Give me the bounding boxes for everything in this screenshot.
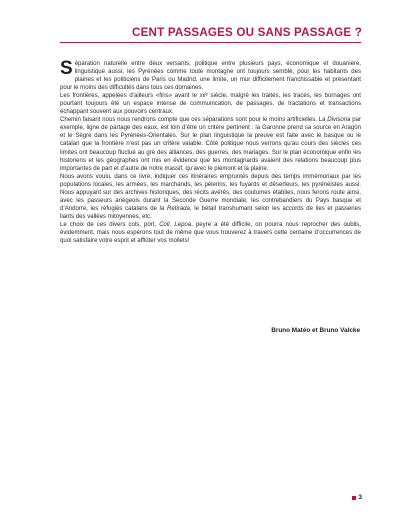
title-rule (60, 42, 361, 43)
page-folio (352, 494, 362, 501)
paragraph-1-text: éparation naturelle entre deux versants, politique entre plusieurs pays, économique et douanière, linguistique aussi, les Pyrénées comme toute montagne ont toujours semblé, pour les habitants des plaines et les politiciens de Paris ou Madrid, une limite, un mur difficilement franchissable et présentant pour le moins des difficultés dans tous ces domaines. (60, 61, 361, 92)
paragraph-4-text-a: Nous avons voulu, dans ce livre, indiquer ces itinéraires empruntés depuis des temps immémoriaux par les populations locales, les armées, les marchands, les pèlerins, les fuyards et déserteurs, les pyrénéistes aussi. Nous appuyant sur des archives historiques, des récits avérés, des coutumes établies, nous ferons route ainsi, avec les passeurs ariégeois durant la Seconde Guerre mondiale, les contrebandiers du Pays basque et d’Andorre, les réfugiés catalans de (60, 173, 361, 212)
page-number: 3 (358, 494, 362, 501)
term-divisoria: Divisoria (327, 117, 351, 124)
paragraph-2-text-b: siècle, malgré les traités, les tracés, les bornages ont pourtant toujours été un espace intense de communication, de passages, de tractations et transactions échappant souvent aux pouvoirs centraux. (60, 93, 361, 116)
term-retirada: la Retirada (159, 205, 190, 212)
drop-cap: S (60, 58, 73, 79)
paragraph-1 (60, 60, 361, 92)
paragraph-2-text-a: Les frontières, appelées d’ailleurs «fins» avant le (60, 93, 200, 100)
page-title: CENT PASSAGES OU SANS PASSAGE ? (132, 26, 362, 39)
paragraph-3-text-b: par exemple, ligne de partage des eaux, est loin d’être un critère pertinent : la Garonne prend sa source en Aragón et le Sègre dans les Pyrénées-Orientales. Sur le plan linguistique la preuve est faite avec le basque ou le catalan que la frontière n’est pas un critère valable. Côté politique nous verrons qu’au cours des siècles ces limites ont beaucoup fluctué au gré des alliances, des guerres, des mariages. Sur le plan économique enfin les historiens et les géographes ont mis en évidence que les montagnards avaient des relations beaucoup plus importantes de part et d’autre de notre massif, qu’avec le piémont et la plaine. (60, 117, 361, 172)
folio-square-icon (352, 496, 356, 500)
paragraph-3-text-a: Chemin faisant nous nous rendrons compte que ces séparations sont pour le moins artificielles. La (60, 117, 328, 124)
paragraph-5-text-a: Le choix de ces divers cols, port, (60, 221, 160, 228)
term-coll-lepoa: Coll, Lepoa (159, 221, 192, 228)
paragraph-4 (60, 173, 361, 221)
paragraph-4-text-b: , le bétail transhumant selon les accords de lies et passeries liants des vallées mitoyennes, etc. (60, 205, 361, 220)
author-signature: Bruno Matéo et Bruno Valcke (271, 327, 360, 334)
paragraph-5 (60, 221, 361, 245)
paragraph-3 (60, 116, 361, 172)
paragraph-2 (60, 92, 361, 116)
century-numeral: xiiᵉ (199, 93, 208, 100)
body-text (60, 60, 361, 245)
paragraph-5-text-b: , peyre a été difficile, on pourra nous reprocher des oublis, évidemment, mais nous espérons tout de même que vous trouverez à travers cette centaine d’occurrences de quoi satisfaire votre esprit et afflûter vos mollets! (60, 221, 362, 245)
